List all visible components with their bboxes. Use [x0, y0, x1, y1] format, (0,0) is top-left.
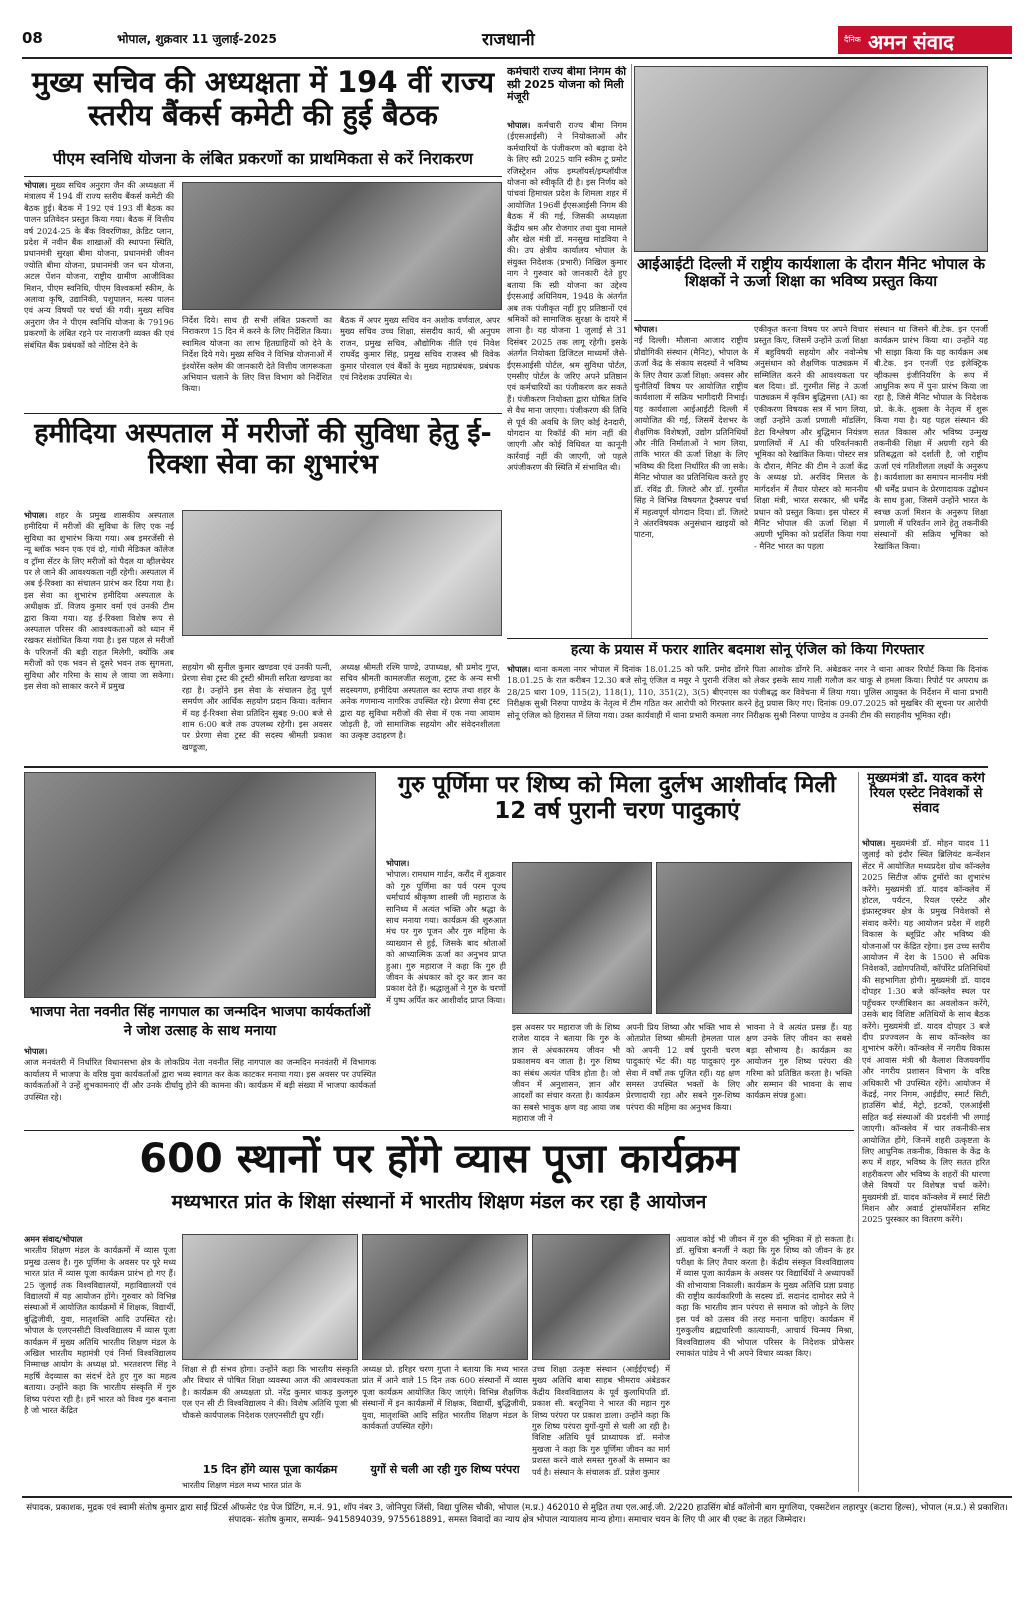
story4-body-1: शहर के प्रमुख शासकीय अस्पताल हमीदिया में मरीजों की सुविधा के लिए एक नई सुविधा का शुभारंभ किया गया। अब इमरजेंसी से न्यू ब्लॉक भवन एक एवं दो, गांधी मेडिकल कॉलेज व ट्रॉमा सेंटर के लिए मरीजों को पैदल या व्हीलचेयर पर ले जाने की आवश्यकता नहीं रहेगी। अस्पताल में अब ई-रिक्शा का संचालन प्रारंभ कर दिया गया है। इस सेवा का शुभारंभ हमीदिया अस्पताल के अधीक्षक डॉ. विजय कुमार वर्मा एवं उनकी टीम द्वारा किया गया। यह ई-रिक्शा विशेष रूप से अस्पताल परिसर की आवश्यकताओं को ध्यान में रखकर संशोधित किया गया है। इस पहल से मरीजों के परिजनों की बड़ी राहत मिलेगी, क्योंकि अब मरीजों को एक भवन से दूसरे भवन तक सुगमता, सुविधा और गरिमा के साथ ले जाया जा सकेगा। इस सेवा को साकार करने में प्रमुख [24, 510, 174, 692]
story3-body-3: संस्थान था जिसने बी.टेक. इन एनर्जी कार्यक्रम प्रारंभ किया था। उन्होंने यह भी साझा किया कि यह कार्यक्रम अब बी.टेक. इन एनर्जी एंड इलेक्ट्रिक व्हीकल्स इंजीनियरिंग के रूप में आधुनिक रूप में पुनः प्रारंभ किया जा रहा है, जिसे मैनिट भोपाल के निदेशक प्रो. के.के. शुक्ला के नेतृत्व में शुरू किया गया है। यह पहल संस्थान की सतत विकास और भविष्य उन्मुख तकनीकी शिक्षा में अग्रणी रहने की प्रतिबद्धता को दर्शाती है, जो राष्ट्रीय ऊर्जा एवं गतिशीलता लक्ष्यों के अनुरूप है। कार्यशाला का समापन माननीय मंत्री श्री धर्मेंद्र प्रधान के प्रेरणादायक उद्बोधन के साथ हुआ, जिसमें उन्होंने भारत के स्वच्छ ऊर्जा मिशन के अनुरूप शिक्षा प्रणाली में परिवर्तन लाने हेतु तकनीकी संस्थानों की सक्रिय भूमिका को रेखांकित किया। [874, 324, 988, 551]
story4-body-2: सहयोग श्री सुनील कुमार खण्डवा एवं उनकी पत्नी, प्रेरणा सेवा ट्रस्ट की ट्रस्टी श्रीमती सरिता खण्डवा का रहा है। उन्होंने इस सेवा के संचालन हेतु पूर्ण समर्पण और आर्थिक सहयोग प्रदान किया। वर्तमान में यह ई-रिक्शा सेवा प्रतिदिन सुबह 9:00 बजे से शाम 6:00 बजे तक उपलब्ध रहेगी। इस अवसर पर प्रेरणा सेवा ट्रस्ट की सदस्य श्रीमती प्रकाश खण्डूजा, [182, 662, 332, 752]
footer-rule [22, 1496, 1012, 1498]
paper-prefix: दैनिक [844, 35, 861, 44]
story6-body-4: भावना ने वे अत्यंत प्रसन्न हैं। यह क्षण उनके लिए जीवन का सबसे बड़ा सौभाग्य है। कार्यक्रम का आयोजन गुरु शिष्य परंपरा की गरिमा को प्रतिष्ठित करता है। भक्ति और सम्मान की भावना के साथ कार्यक्रम संपन्न हुआ। [746, 1022, 852, 1101]
story9-subhead: मध्यभारत प्रांत के शिक्षा संस्थानों में भारतीय शिक्षण मंडल कर रहा है आयोजन [171, 1192, 707, 1213]
story9-photo-caption-1: 15 दिन होंगे व्यास पूजा कार्यक्रम [202, 1463, 338, 1476]
dateline: भोपाल। [24, 510, 48, 520]
story1-headline: मुख्य सचिव की अध्यक्षता में 194 वीं राज्य स्तरीय बैंकर्स कमेटी की हुई बैठक [31, 66, 495, 133]
story9-hall-photo [362, 1234, 528, 1360]
story7-body: आज मनवंतरी में निर्धारित विधानसभा क्षेत्र के लोकप्रिय नेता नवनीत सिंह नागपाल का जन्मदिन मनवंतरी में विभागक कार्यालय में भाजपा के वरिष्ठ युवा कार्यकर्ताओं द्वारा भव्य स्वागत कर केक काटकर मनाया गया। इस अवसर पर उपस्थित कार्यकर्ताओं ने उन्हें शुभकामनाएं दीं और उनके दीर्घायु होने की कामना की। कार्यक्रम में बड़ी संख्या में भाजपा कार्यकर्ता उपस्थित रहे। [24, 1057, 376, 1102]
story1-rule [24, 176, 502, 177]
story6-ceremony-photo-2 [656, 862, 852, 1014]
story3-rule [634, 320, 988, 321]
story6-headline: गुरु पूर्णिमा पर शिष्य को मिला दुर्लभ आशीर्वाद मिली 12 वर्ष पुरानी चरण पादुकाएं [398, 772, 836, 825]
column-divider [858, 772, 859, 1492]
story1-body-2: निर्देश दिये। साथ ही सभी लंबित प्रकरणों का निराकरण 15 दिन में करने के लिए निर्देशित किया। स्वामित्व योजना का लाभ हितग्राहियों को देने के निर्देश दिये गये। मुख्य सचिव ने विभिन्न योजनाओं में इंश्योरेंस क्लेम की जानकारी देते वित्तीय जागरूकता अभियान चलाने के लिए वित्त विभाग को निर्देशित किया। [182, 315, 332, 394]
story5-column [507, 664, 988, 762]
dateline: भोपाल। [386, 858, 410, 868]
story9-body-5: अग्रवाल कोई भी जीवन में गुरु की भूमिका में हो सकता है। डॉ. सुचित्रा बनर्जी ने कहा कि गुरु शिष्य को जीवन के हर परीक्षा के लिए तैयार करता है। केंद्रीय संस्कृत विश्वविद्यालय में व्यास पूजा कार्यक्रम के अवसर पर विद्यार्थियों ने अध्यापकों की शोभायात्रा निकाली। कार्यक्रम के मुख्य अतिथि प्रज्ञा प्रवाह की राष्ट्रीय कार्यकारिणी के सदस्य डॉ. सदानंद दामोदर सप्रे ने कहा कि भारतीय ज्ञान परंपरा से समाज को जोड़ने के लिए इस पर्व को उत्सव की तरह मनाना चाहिए। कार्यक्रम में गुरुकुलीय ब्रह्मचारिणी कात्यायनी, आचार्य चिन्मय मिश्रा, विश्वविद्यालय की भोपाल परिसर के निदेशक प्रोफेसर रमाकांत पांडेय ने भी अपने विचार व्यक्त किए। [676, 1234, 854, 1359]
story7-caption: भाजपा नेता नवनीत सिंह नागपाल का जन्मदिन भाजपा कार्यकर्ताओं ने जोश उत्साह के साथ मनाया [29, 1004, 371, 1039]
dateline: भोपाल। [862, 838, 886, 848]
story3-headline: आईआईटी दिल्ली में राष्ट्रीय कार्यशाला के दौरान मैनिट भोपाल के शिक्षकों ने ऊर्जा शिक्षा का भविष्य प्रस्तुत किया [636, 256, 986, 291]
story9-byline: अमन संवाद/भोपाल [24, 1234, 83, 1244]
story5-top-rule [507, 638, 988, 639]
story9-org-caption: भारतीय शिक्षण मंडल मध्य भारत प्रांत के [182, 1480, 302, 1490]
story1-column-1 [24, 180, 174, 408]
story9-top-rule [24, 1130, 854, 1131]
story9-body-4: उच्च शिक्षा उत्कृष्ट संस्थान (आईईएचई) में मुख्य अतिथि बाबा साहब भीमराव अंबेडकर केंद्रीय विश्वविद्यालय के पूर्व कुलाधिपति डॉ. प्रकाश सी. बरतूनिया ने भारत की महान गुरु शिष्य परंपरा पर प्रकाश डाला। उन्होंने कहा कि गुरु शिष्य परंपरा युगों-युगों से चली आ रही है। विशिष्ट अतिथि पूर्व प्राध्यापक डॉ. मनोज मुखजा ने कहा कि गुरु पूर्णिमा जीवन का मार्ग प्रशस्त करने वाले समस्त गुरुओं के सम्मान का पर्व है। संस्थान के संचालक डॉ. प्रज्ञेश कुमार [532, 1364, 670, 1477]
story9-photo-caption-2: युगों से चली आ रही गुरु शिष्य परंपरा [370, 1463, 520, 1476]
story9-body-1: भारतीय शिक्षण मंडल के कार्यक्रमों में व्यास पूजा प्रमुख उत्सव है। गुरु पूर्णिमा के अवसर पर पूरे मध्य भारत प्रांत में व्यास पूजा कार्यक्रम प्रारंभ हो गए हैं। 25 जुलाई तक विश्वविद्यालयों, महाविद्यालयों एवं विद्यालयों में यह आयोजन होंगे। गुरुवार को विभिन्न संस्थाओं में आयोजित कार्यक्रमों में शिक्षक, विद्यार्थी, बुद्धिजीवी, युवा, मातृशक्ति आदि उपस्थित रहे। भोपाल के एलएनसीटी विश्वविद्यालय में व्यास पूजा कार्यक्रम में मुख्य अतिथि भारतीय शिक्षण मंडल के अखिल भारतीय महामंत्री एवं निर्मा विश्वविद्यालय निम्माच्छ आयोग के अध्यक्ष प्रो. भरतशरण सिंह ने महर्षि वेदव्यास का संदर्भ देते हुए गुरु का महत्व बताया। उन्होंने कहा कि भारतीय संस्कृति में गुरु शिष्य परंपरा रही है। हमें भारत को विश्व गुरु बनाना है जो भारत केंद्रित [24, 1245, 176, 1416]
story6-body-3: अपनी प्रिय शिष्या और भक्ति भाव से ओतप्रोत शिष्या श्रीमती हेमलता पाल को अपनी 12 वर्ष पुरानी चरण पादुकाएं भेंट कीं। यह पादुकाएं गुरु सेवा में वर्षों तक पूजित रहीं। यह क्षण समस्त उपस्थित भक्तों के लिए प्रेरणादायी रहा और सबने गुरु-शिष्य परंपरा की महिमा का अनुभव किया। [626, 1022, 740, 1112]
story5-body: थाना कमला नगर भोपाल में दिनांक 18.01.25 को फरि. प्रमोद डोंगरे पिता आशोक डोंगरे नि. अंबेडकर नगर ने थाना आकर रिपोर्ट किया कि दिनांक 18.01.25 के रात करीबन 12.30 बजे सोनू एंजिल व मयूर ने पुरानी रंजिश को लेकर इसके साथ गाली गलौज कर चाकू से हमला किया। रिपोर्ट पर अपराध क्र 28/25 धारा 109, 115(2), 118(1), 110, 351(2), 3(5) बीएनएस का पंजीबद्ध कर विवेचना में लिया गया। पुलिस आयुक्त के निर्देशन में थाना प्रभारी निरीक्षक सुश्री निरुपा पाण्डेय के नेतृत्व में टीम गठित कर आरोपी को गिरफ्तार करने हेतु प्रयास किए गए। दिनांक 09.07.2025 को मुखबिर की सूचना पर आरोपी सोनू एंजिल को हिरासत में लिया गया। उक्त कार्यवाही में थाना प्रभारी कमला नगर निरीक्षक सुश्री निरुपा पाण्डेय व उनकी टीम की सराहनीय भूमिका रही। [507, 664, 988, 720]
dateline: भोपाल। [507, 664, 531, 674]
story9-body-3: अध्यक्ष प्रो. हरिहर चरण गुप्ता ने बताया कि मध्य भारत प्रांत में आने वाले 15 दिन तक 600 संस्थानों में व्यास पूजा कार्यक्रम आयोजित किए जाएंगे। विभिन्न शैक्षणिक संस्थानों में इन कार्यक्रमों में शिक्षक, विद्यार्थी, बुद्धिजीवी, युवा, मातृशक्ति आदि सहित भारतीय शिक्षण मंडल के कार्यकर्ता उपस्थित रहेंगे। [362, 1364, 528, 1432]
story3-body-1: नई दिल्ली। मौलाना आजाद राष्ट्रीय प्रौद्योगिकी संस्थान (मैनिट), भोपाल के ऊर्जा केंद्र के संकाय सदस्यों ने भविष्य के लिए तैयार ऊर्जा शिक्षा: अवसर और चुनौतियाँ विषय पर आयोजित राष्ट्रीय कार्यशाला में सक्रिय भागीदारी निभाई। यह कार्यशाला आईआईटी दिल्ली में आयोजित की गई, जिसमें देशभर के शैक्षणिक विशेषज्ञों, उद्योग प्रतिनिधियों और नीति निर्माताओं ने भाग लिया, ताकि भारत की ऊर्जा शिक्षा के लिए भविष्य की दिशा निर्धारित की जा सके। मैनिट भोपाल का प्रतिनिधित्व करते हुए डॉ. रविंद्र डी. जिलटे और डॉ. गुरमीत सिंह ने विभिन्न विषयगत ट्रैक्सपर चर्चा में महत्वपूर्ण योगदान दिया। डॉ. जिलटे ने अंतरविषयक अनुसंधान खाइयों को पाटना, [634, 335, 748, 540]
story7-birthday-photo [24, 772, 376, 998]
page-number: 08 [22, 29, 43, 47]
story1-subhead: पीएम स्वनिधि योजना के लंबित प्रकरणों का प्राथमिकता से करें निराकरण [53, 150, 473, 168]
story3-body-2: एकीकृत करना विषय पर अपने विचार प्रस्तुत किए, जिसमें उन्होंने ऊर्जा शिक्षा में बहुविषयी सहयोग और नवोन्मेष अनुसंधान को शैक्षणिक पाठ्यक्रम में सम्मिलित करने की आवश्यकता पर बल दिया। डॉ. गुरमीत सिंह ने ऊर्जा पाठ्यक्रम में कृत्रिम बुद्धिमत्ता (AI) का एकीकरण विषयक सत्र में भाग लिया, जहाँ उन्होंने ऊर्जा प्रणाली मॉडलिंग, डेटा विश्लेषण और बुद्धिमान नियंत्रण प्रणालियों में AI की परिवर्तनकारी भूमिका को रेखांकित किया। पोस्टर सत्र के दौरान, मैनिट की टीम ने ऊर्जा केंद्र के अध्यक्ष प्रो. अरविंद मित्तल के मार्गदर्शन में तैयार पोस्टर को माननीय शिक्षा मंत्री, भारत सरकार, श्री धर्मेंद्र प्रधान को प्रस्तुत किया। इस पोस्टर में मैनिट भोपाल की ऊर्जा शिक्षा में अग्रणी भूमिका को प्रदर्शित किया गया - मैनिट भारत का पहला [754, 324, 868, 551]
story8-body: मुख्यमंत्री डॉ. मोहन यादव 11 जुलाई को इंदौर स्थित ब्रिलियंट कन्वेंशन सेंटर में आयोजित मध्यप्रदेश ग्रोथ कॉन्क्लेव 2025 सिटीज ऑफ टुमॉरो का शुभारंभ करेंगे। मुख्यमंत्री डॉ. यादव कॉन्क्लेव में होटल, पर्यटन, रियल एस्टेट और इंफ्रास्ट्रक्चर क्षेत्र के प्रमुख निवेशकों से संवाद करेंगे। यह आयोजन प्रदेश में शहरी विकास के ब्लूप्रिंट और भविष्य की योजनाओं पर केंद्रित रहेगा। इस उच्च स्तरीय आयोजन में देश के 1500 से अधिक निवेशकों, उद्योगपतियों, कॉर्पोरेट प्रतिनिधियों की सहभागिता होगी। मुख्यमंत्री डॉ. यादव दोपहर 1:30 बजे कॉन्क्लेव स्थल पर पहुँचकर एग्जीबिशन का अवलोकन करेंगे, उसके बाद विशिष्ट अतिथियों के साथ बैठक करेंगे। मुख्यमंत्री डॉ. यादव दोपहर 3 बजे दीप प्रज्ज्वलन के साथ कॉन्क्लेव का शुभारंभ करेंगे। कॉन्क्लेव में नगरीय विकास एवं आवास मंत्री श्री कैलाश विजयवर्गीय और नगरीय प्रशासन विभाग के वरिष्ठ अधिकारी भी उपस्थित रहेंगे। आयोजन में केंद्रई, नगर निगम, आईडीए, स्मार्ट सिटी, हाउसिंग बोर्ड, मेट्रो, इटकों, एलआईसी सहित कई संस्थाओं की प्रदर्शनी भी लगाई जाएगी। कॉन्क्लेव में चार तकनीकी-सत्र आयोजित होंगे, जिनमें शहरी उत्कृष्टता के लिए आधुनिक तकनीक, विकास के केंद्र के रूप में शहर, भविष्य के लिए सतत हरित शहरीकरण और भविष्य के शहरों की धारणा जैसे विषयों पर विशेषज्ञ चर्चा करेंगे। मुख्यमंत्री डॉ. यादव कॉन्क्लेव में स्मार्ट सिटी मिशन और अवार्ड ट्रांसफॉर्मेशन समिट 2025 पुरस्कार का वितरण करेंगे। [862, 838, 990, 1225]
story9-column-1 [24, 1234, 176, 1488]
dateline: भोपाल। [507, 120, 531, 130]
story6-ceremony-photo-1 [512, 862, 652, 1014]
story1-bottom-rule [24, 413, 502, 414]
story5-headline: हत्या के प्रयास में फरार शातिर बदमाश सोनू एंजिल को किया गिरफ्तार [570, 642, 925, 658]
story9-audience-photo [532, 1234, 670, 1360]
footer-imprint: संपादक, प्रकाशक, मुद्रक एवं स्वामी संतोष कुमार द्वारा साईं प्रिंटर्स ऑफसेट एंड पेज प्रिंटिंग, म.नं. 91, शॉप नंबर 3, जोनिपुरा जिंसी, विद्या पुलिस चौकी, भोपाल (म.प्र.) 462010 से मुद्रित तथा एल.आई.जी. 2/220 हाउसिंग बोर्ड कॉलोनी बाग मुगलिया, एक्सटेंशन लहारपुर (कटारा हिल्स), भोपाल (म.प्र.) से प्रकाशित। संपादक- संतोष कुमार, सम्पर्क- 9415894039, 9755618891, समस्त विवादों का न्याय क्षेत्र भोपाल न्यायालय मान्य होगा। समाचार चयन के लिए पी आर बी एक्ट के तहत जिम्मेदार। [26, 1503, 1008, 1525]
column-divider [631, 64, 632, 639]
masthead-rule [22, 57, 1012, 59]
story4-column-1 [24, 510, 174, 760]
section-name: राजधानी [482, 30, 535, 50]
story4-body-3: अध्यक्ष श्रीमती रश्मि पाण्डे, उपाध्यक्ष, श्री प्रमोद गुप्त, सचिव श्रीमती कामलजीत सलूजा, ट्रस्ट के अन्य सभी सदस्यगण, हमीदिया अस्पताल का स्टाफ तथा शहर के अनेक गणमान्य नागरिक उपस्थित रहे। प्रेरणा सेवा ट्रस्ट द्वारा यह सुविधा मरीजों की सेवा में एक नया आयाम जोड़ती है, जो सामाजिक सहयोग और संवेदनशीलता का उत्कृष्ट उदाहरण है। [340, 662, 500, 741]
story2-column [507, 120, 627, 630]
story6-column-1 [386, 858, 506, 1026]
story8-headline: मुख्यमंत्री डॉ. यादव करेंगे रियल एस्टेट निवेशकों से संवाद [867, 772, 985, 816]
story1-body-3: बैठक में अपर मुख्य सचिव वन अशोक वर्णवाल, अपर मुख्य सचिव उच्च शिक्षा, संसदीय कार्य, श्री अनुपम राजन, प्रमुख सचिव, औद्योगिक नीति एवं निवेश राघवेंद्र कुमार सिंह, प्रमुख सचिव राजस्व श्री विवेक कुमार पोरवाल एवं बैंकों के मुख्य महाप्रबंधक, प्रबंधक एवं निदेशक उपस्थित थे। [340, 315, 500, 383]
masthead [22, 26, 1012, 56]
paper-name: अमन संवाद [868, 30, 954, 54]
story3-column-1 [634, 324, 748, 632]
story9-lnct-photo [182, 1234, 358, 1360]
story3-workshop-photo [634, 66, 988, 252]
section-rule [24, 766, 988, 768]
story4-headline: हमीदिया अस्पताल में मरीजों की सुविधा हेतु ई-रिक्शा सेवा का शुभारंभ [34, 418, 492, 481]
dateline: भोपाल। [24, 1046, 48, 1056]
story8-column [862, 838, 990, 1488]
dateline: भोपाल। [24, 180, 48, 190]
story2-headline: कर्मचारी राज्य बीमा निगम की स्प्री 2025 योजना को मिली मंजूरी [507, 66, 627, 104]
story9-headline: 600 स्थानों पर होंगे व्यास पूजा कार्यक्रम [139, 1136, 739, 1182]
story2-body: कर्मचारी राज्य बीमा निगम (ईएसआईसी) ने नियोक्ताओं और कर्मचारियों के पंजीकरण को बढ़ावा देने के लिए स्प्री 2025 यानि स्कीम टू प्रमोट रजिस्ट्रेशन ऑफ इम्प्लॉयर्स/इम्प्लॉयीज योजना को स्वीकृति दी है। इस निर्णय को पांचवां हिमाचल प्रदेश के शिमला शहर में आयोजित 196वीं ईएसआईसी निगम की बैठक में की गई, जिसकी अध्यक्षता केंद्रीय श्रम और रोजगार तथा युवा मामले और खेल मंत्री डॉ. मनसुख मांडविया ने की। उप क्षेत्रीय कार्यालय भोपाल के संयुक्त निदेशक (प्रभारी) निखिल कुमार नाग ने गुरुवार को जानकारी देते हुए बताया कि स्प्री योजना का उद्देश्य ईएसआई अधिनियम, 1948 के अंतर्गत अब तक पंजीकृत नहीं हुए प्रतिष्ठानों एवं श्रमिकों को सामाजिक सुरक्षा के दायरे में लाना है। यह योजना 1 जुलाई से 31 दिसंबर 2025 तक लागू रहेगी। इसके अंतर्गत नियोक्ता डिजिटल माध्यमों जैसे- ईएसआईसी पोर्टल, श्रम सुविधा पोर्टल, एमसीए पोर्टल के जरिए अपने प्रतिष्ठान एवं कर्मचारियों का पंजीकरण कर सकते हैं। पंजीकरण नियोक्ता द्वारा घोषित तिथि से वैध माना जाएगा। पंजीकरण की तिथि से पूर्व की अवधि के लिए कोई देनदारी, योगदान या रिकॉर्ड की मांग नहीं की जाएगी और कोई विधिवत या कानूनी कार्रवाई नहीं की जाएगी, जो पहले अपंजीकरण की स्थिति में संभावित थी। [507, 120, 627, 473]
story4-erickshaw-photo [182, 510, 502, 636]
story6-body-1: भोपाल। रामधाम गार्डन, करौंद में शुक्रवार को गुरु पूर्णिमा का पर्व परम पूज्य धर्माचार्य श्रीकृष्ण शास्त्री जी महाराज के सानिध्य में अत्यंत भक्ति और श्रद्धा के साथ मनाया गया। कार्यक्रम की शुरुआत मंच पर गुरु पूजन और गुरु महिमा के व्याख्यान से हुई, जिसके बाद श्रोताओं को आध्यात्मिक ऊर्जा का अनुभव प्राप्त हुआ। गुरु महाराज ने कहा कि गुरु ही जीवन के अंधकार को दूर कर ज्ञान का प्रकाश देते हैं। श्रद्धालुओं ने गुरु के चरणों में पुष्प अर्पित कर आशीर्वाद प्राप्त किया। [386, 869, 506, 1005]
dateline: भोपाल। [634, 324, 658, 334]
story1-body-1: मुख्य सचिव अनुराग जैन की अध्यक्षता में मंत्रालय में 194 वीं राज्य स्तरीय बैंकर्स कमेटी की बैठक हुई। बैठक में 192 एवं 193 वीं बैठक का पालन प्रतिवेदन प्रस्तुत किया गया। बैठक में वित्तीय वर्ष 2024-25 के बैंक विवरणिका, क्रेडिट प्लान, प्रदेश में नवीन बैंक शाखाओं की स्थापना स्थिति, प्रधानमंत्री सुरक्षा बीमा योजना, प्रधानमंत्री जीवन ज्योति बीमा योजना, प्रधानमंत्री जन धन योजना, अटल पेंशन योजना, राष्ट्रीय ग्रामीण आजीविका मिशन, पीएम स्वनिधि, पीएम विश्वकर्मा स्कीम, के अलावा कृषि, उद्यानिकी, पशुपालन, मत्स्य पालन एवं अन्य विषयों पर चर्चा की गयी। मुख्य सचिव अनुराग जैन ने पीएम स्वनिधि योजना के 79196 प्रकरणों के लंबित रहने पर नाराजगी व्यक्त की एवं संबंधित बैंक प्रबंधकों को नोटिस देने के [24, 180, 174, 350]
story7-column [24, 1046, 376, 1126]
story9-body-2: शिक्षा से ही संभव होगा। उन्होंने कहा कि भारतीय संस्कृति और विचार से पोषित शिक्षा व्यवस्था आज की आवश्यकता है। कार्यक्रम की अध्यक्षता प्रो. नरेंद्र कुमार धाकड़ कुलगुरु एल एन सी टी विश्वविद्यालय ने की। विशेष अतिथि पूजा श्री चौकसे कार्यपालक निदेशक एलएनसीटी ग्रुप रहीं। [182, 1364, 358, 1420]
paper-logo [838, 26, 1012, 54]
story6-body-2: इस अवसर पर महाराज जी के शिष्य राजेश यादव ने बताया कि गुरु के ज्ञान से अंधकारमय जीवन भी प्रकाशमय बन जाता है। गुरु शिष्य का संबंध अत्यंत पवित्र होता है। जो जीवन में अनुशासन, ज्ञान और आदर्शों का संचार करता है। कार्यक्रम का सबसे भावुक क्षण वह आया जब महाराज जी ने [512, 1022, 620, 1124]
story1-meeting-photo [182, 182, 502, 310]
masthead-date: भोपाल, शुक्रवार 11 जुलाई-2025 [117, 32, 277, 46]
